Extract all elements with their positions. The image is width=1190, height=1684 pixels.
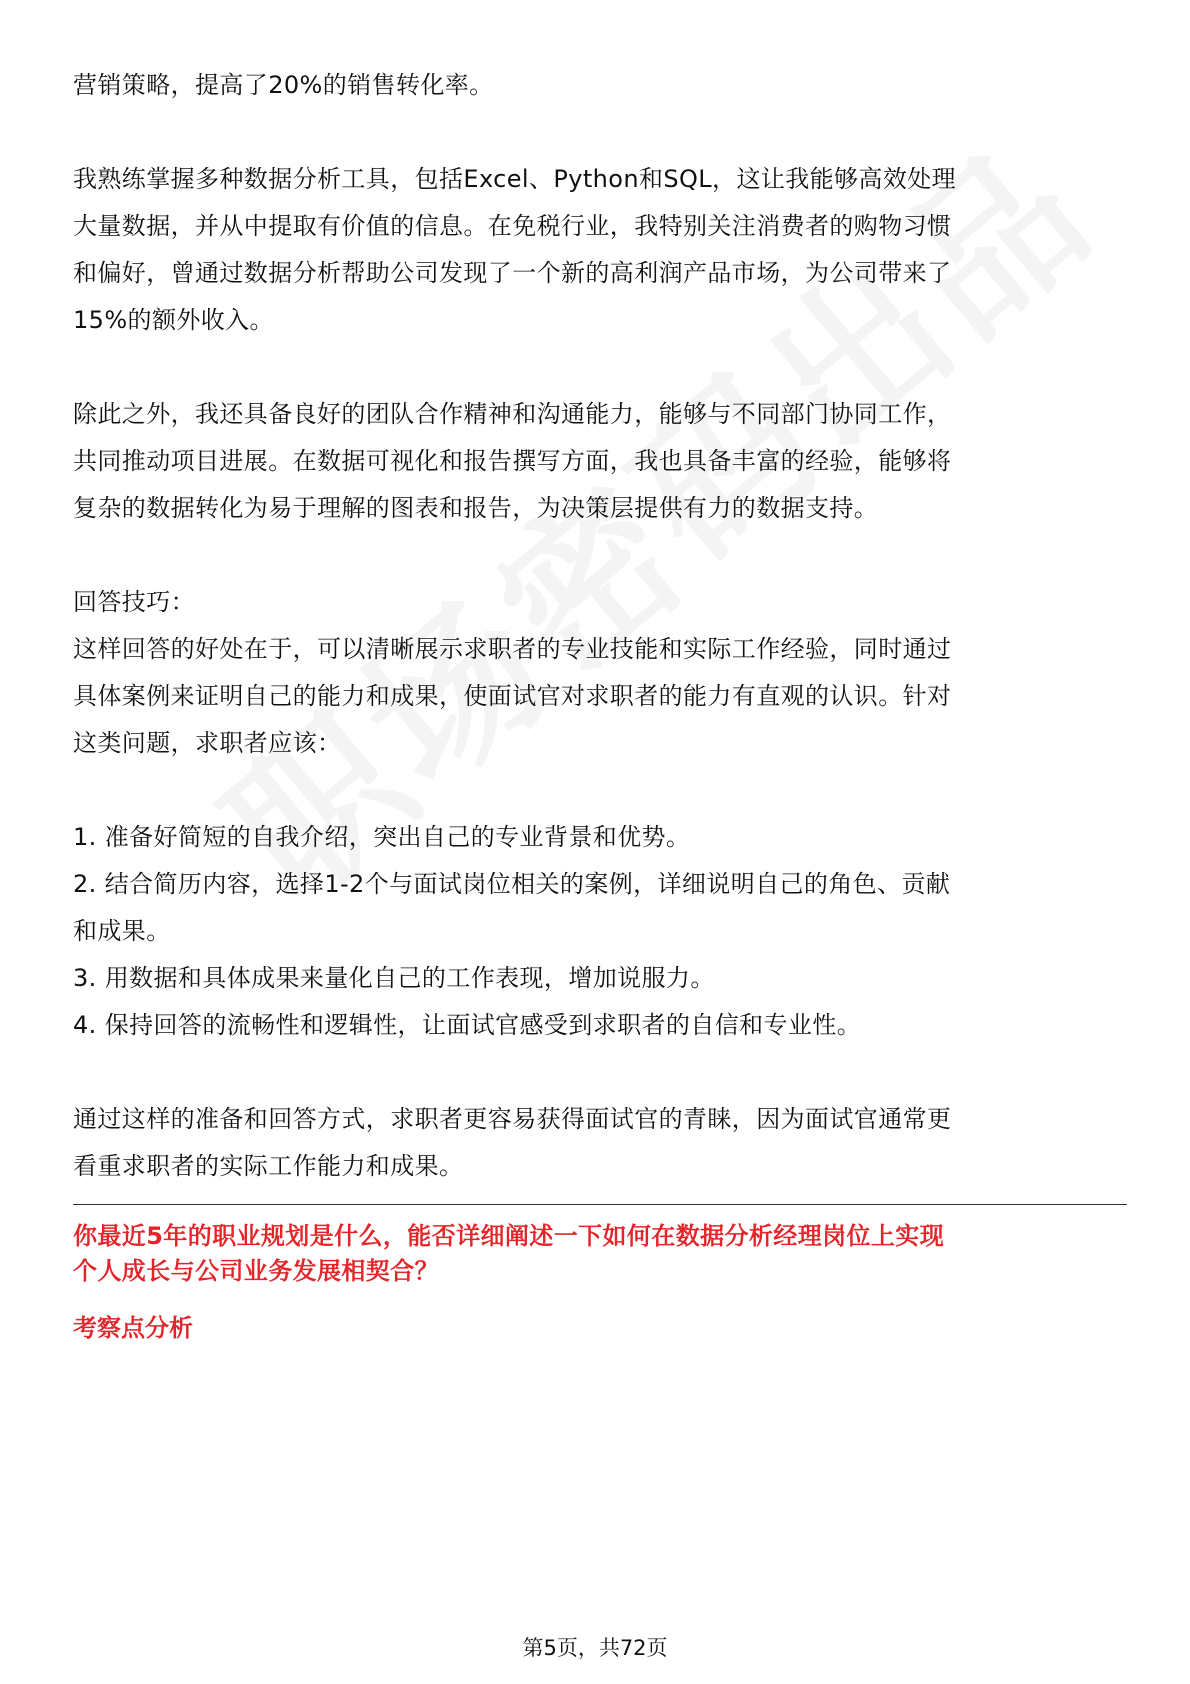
spacer [73, 109, 1127, 156]
list-item: 2. 结合简历内容，选择1-2个与面试岗位相关的案例，详细说明自己的角色、贡献 [73, 870, 951, 898]
paragraph-line: 和偏好，曾通过数据分析帮助公司发现了一个新的高利润产品市场，为公司带来了 [73, 259, 952, 287]
paragraph-line: 15%的额外收入。 [73, 306, 274, 334]
list-item: 3. 用数据和具体成果来量化自己的工作表现，增加说服力。 [73, 964, 715, 992]
paragraph-line: 共同推动项目进展。在数据可视化和报告撰写方面，我也具备丰富的经验，能够将 [73, 447, 952, 475]
question-line: 你最近5年的职业规划是什么，能否详细阐述一下如何在数据分析经理岗位上实现 [73, 1222, 945, 1250]
page-footer: 第5页，共72页 [522, 1636, 668, 1660]
list-item: 4. 保持回答的流畅性和逻辑性，让面试官感受到求职者的自信和专业性。 [73, 1011, 862, 1039]
document-body [73, 62, 1127, 1346]
paragraph-line: 通过这样的准备和回答方式，求职者更容易获得面试官的青睐，因为面试官通常更 [73, 1105, 952, 1133]
spacer [73, 1049, 1127, 1096]
spacer [73, 767, 1127, 814]
question-heading [73, 1219, 1127, 1289]
paragraph-line: 大量数据，并从中提取有价值的信息。在免税行业，我特别关注消费者的购物习惯 [73, 212, 952, 240]
paragraph-line: 这类问题，求职者应该： [73, 729, 342, 757]
spacer [73, 532, 1127, 579]
paragraph-line: 除此之外，我还具备良好的团队合作精神和沟通能力，能够与不同部门协同工作， [73, 400, 952, 428]
analysis-heading: 考察点分析 [73, 1314, 193, 1342]
list-item: 和成果。 [73, 917, 171, 945]
spacer [73, 344, 1127, 391]
paragraph-line: 复杂的数据转化为易于理解的图表和报告，为决策层提供有力的数据支持。 [73, 494, 879, 522]
list-item: 1. 准备好简短的自我介绍，突出自己的专业背景和优势。 [73, 823, 691, 851]
section-divider [73, 1204, 1127, 1205]
tips-label: 回答技巧： [73, 588, 195, 616]
paragraph-line: 我熟练掌握多种数据分析工具，包括Excel、Python和SQL，这让我能够高效处理 [73, 165, 957, 193]
question-line: 个人成长与公司业务发展相契合？ [73, 1257, 439, 1285]
paragraph-line: 营销策略，提高了20%的销售转化率。 [73, 71, 494, 99]
paragraph-line: 具体案例来证明自己的能力和成果，使面试官对求职者的能力有直观的认识。针对 [73, 682, 952, 710]
paragraph-line: 这样回答的好处在于，可以清晰展示求职者的专业技能和实际工作经验，同时通过 [73, 635, 952, 663]
paragraph-line: 看重求职者的实际工作能力和成果。 [73, 1152, 464, 1180]
